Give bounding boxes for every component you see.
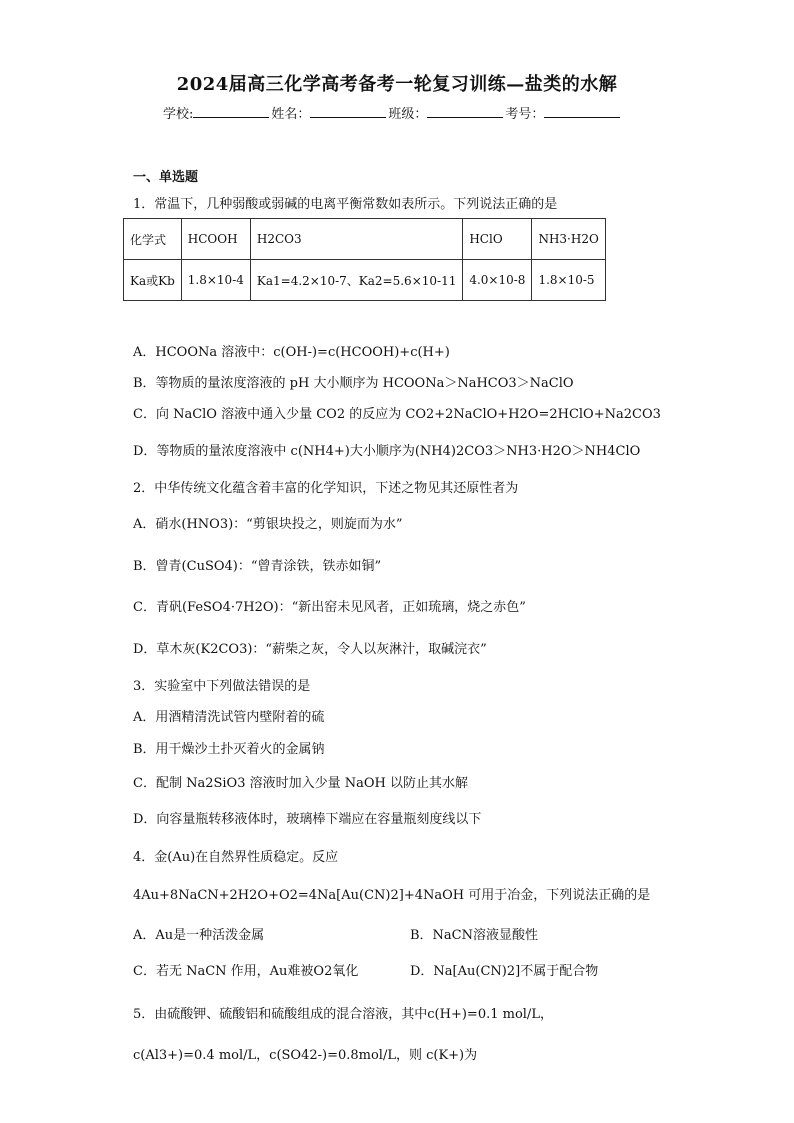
q4-option-c[interactable]: C．若无 NaCN 作用，Au难被O2氧化 [133,964,359,979]
q4-option-d[interactable]: D．Na[Au(CN)2]不属于配合物 [410,964,599,979]
q2-stem: 2．中华传统文化蕴含着丰富的化学知识，下述之物见其还原性者为 [133,481,519,496]
q1-option-a[interactable]: A．HCOONa 溶液中：c(OH-)=c(HCOOH)+c(H+) [133,345,450,360]
class-label: 班级： [388,107,428,122]
q2-option-c[interactable]: C．青矾(FeSO4·7H2O)：“新出窑未见风者，正如琉璃，烧之赤色” [133,600,526,615]
table-cell: 化学式 [124,219,182,260]
table-cell: H2CO3 [250,219,462,260]
number-label: 考号： [505,107,545,122]
q4-option-a[interactable]: A．Au是一种活泼金属 [133,928,265,943]
student-info-row [163,103,622,122]
q4-stem: 4．金(Au)在自然界性质稳定。反应 [133,850,339,865]
q2-option-a[interactable]: A．硝水(HNO3)：“剪银块投之，则旋而为水” [133,517,403,532]
q3-option-d[interactable]: D．向容量瓶转移液体时，玻璃棒下端应在容量瓶刻度线以下 [133,812,482,827]
q3-option-a[interactable]: A．用酒精清洗试管内壁附着的硫 [133,710,325,725]
q1-option-b[interactable]: B．等物质的量浓度溶液的 pH 大小顺序为 HCOONa＞NaHCO3＞NaClO [133,376,574,391]
name-label: 姓名： [271,107,311,122]
table-row [124,219,606,260]
constants-table [123,218,606,301]
q3-option-c[interactable]: C．配制 Na2SiO3 溶液时加入少量 NaOH 以防止其水解 [133,776,468,791]
table-cell: Ka或Kb [124,260,182,301]
page-title: 2024届高三化学高考备考一轮复习训练—盐类的水解 [176,74,618,95]
table-cell: 1.8×10-4 [181,260,250,301]
q1-option-c[interactable]: C．向 NaClO 溶液中通入少量 CO2 的反应为 CO2+2NaClO+H2O=2HClO+Na2CO3 [133,407,661,422]
q2-option-b[interactable]: B．曾青(CuSO4)：“曾青涂铁，铁赤如铜” [133,559,382,574]
table-cell: NH3·H2O [532,219,605,260]
q2-option-d[interactable]: D．草木灰(K2CO3)：“薪柴之灰，令人以灰淋汁，取碱浣衣” [133,642,487,657]
name-blank[interactable] [310,105,386,118]
table-cell: Ka1=4.2×10-7、Ka2=5.6×10-11 [250,260,462,301]
table-cell: HCOOH [181,219,250,260]
q5-line2: c(Al3+)=0.4 mol/L，c(SO42-)=0.8mol/L，则 c(K+)为 [133,1048,478,1063]
q4-equation: 4Au+8NaCN+2H2O+O2=4Na[Au(CN)2]+4NaOH 可用于冶金，下列说法正确的是 [133,888,651,903]
table-cell: 4.0×10-8 [463,260,532,301]
q4-option-b[interactable]: B．NaCN溶液显酸性 [410,928,539,943]
class-blank[interactable] [427,105,503,118]
school-blank[interactable] [193,105,269,118]
table-cell: HClO [463,219,532,260]
table-row [124,260,606,301]
q3-option-b[interactable]: B．用干燥沙土扑灭着火的金属钠 [133,742,325,757]
q1-stem: 1．常温下，几种弱酸或弱碱的电离平衡常数如表所示。下列说法正确的是 [133,197,558,212]
section-heading: 一、单选题 [133,170,199,185]
q5-stem: 5．由硫酸钾、硫酸铝和硫酸组成的混合溶液，其中c(H+)=0.1 mol/L， [133,1007,553,1022]
q3-stem: 3．实验室中下列做法错误的是 [133,679,311,694]
table-cell: 1.8×10-5 [532,260,605,301]
number-blank[interactable] [544,105,620,118]
q1-option-d[interactable]: D．等物质的量浓度溶液中 c(NH4+)大小顺序为(NH4)2CO3＞NH3·H2O＞NH4ClO [133,444,641,459]
school-label: 学校: [163,107,194,122]
